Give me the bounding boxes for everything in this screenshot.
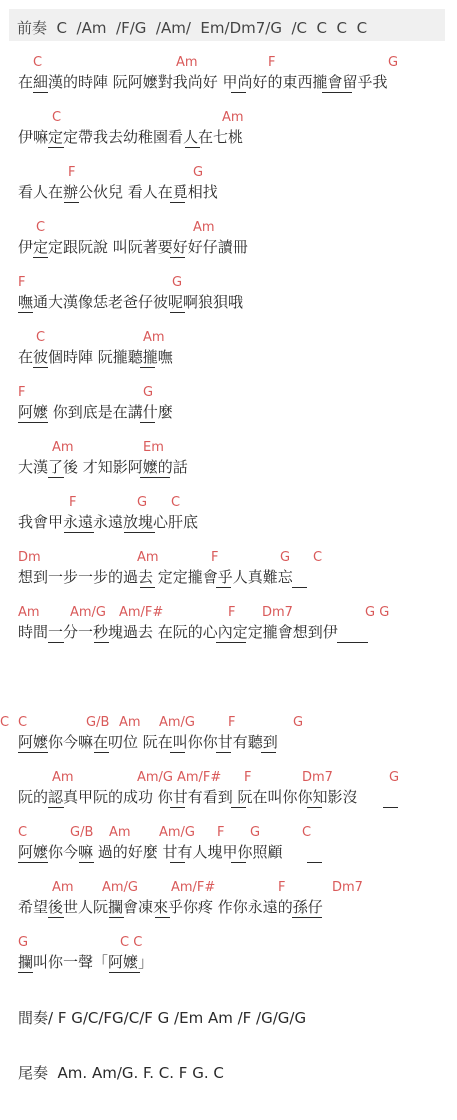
emphasis-underline — [109, 917, 124, 918]
chord-label: Am — [52, 880, 74, 895]
chord-label: C — [36, 330, 46, 345]
emphasis-underline — [18, 312, 33, 313]
chord-label: Am/F# — [171, 880, 216, 895]
chord-label: Am — [137, 550, 159, 565]
emphasis-underline — [48, 917, 63, 918]
outro-line: 尾奏 Am. Am/G. F. C. F G. C — [18, 1064, 224, 1082]
emphasis-underline — [307, 862, 322, 863]
lyric-line: 在細漢的時陣 阮阿嬤對我尚好 甲尚好的東西攏會留乎我 — [18, 73, 388, 91]
lyric-line: 阿嬤你今嘛 過的好麼 甘有人塊甲你照顧 — [18, 843, 283, 861]
emphasis-underline — [185, 147, 200, 148]
emphasis-underline — [140, 477, 170, 478]
lyric-line: 阿嬤你今嘛在叨位 阮在叫你你甘有聽到 — [18, 733, 278, 751]
emphasis-underline — [337, 642, 367, 643]
prelude-bar — [9, 9, 445, 41]
chord-label: Am — [176, 55, 198, 70]
emphasis-underline — [18, 752, 48, 753]
chord-label: F — [18, 385, 26, 400]
emphasis-underline — [124, 532, 154, 533]
lyric-line: 時間一分一秒塊過去 在阮的心內定定攏會想到伊 — [18, 623, 338, 641]
emphasis-underline — [79, 862, 94, 863]
chord-label: G/B — [70, 825, 94, 840]
chord-label: G — [18, 935, 29, 950]
lyric-line: 希望後世人阮攔會凍來乎你疼 作你永遠的孫仔 — [18, 898, 323, 916]
chord-label: G/B — [86, 715, 110, 730]
chord-label: F — [18, 275, 26, 290]
emphasis-underline — [18, 972, 33, 973]
lyric-line: 想到一步一步的過去 定定攏會乎人真難忘 — [18, 568, 293, 586]
chord-label: C — [52, 110, 62, 125]
chord-label: Am — [119, 715, 141, 730]
chord-label: F — [217, 825, 225, 840]
lyric-line: 攔叫你一聲「阿嬤」 — [18, 953, 154, 971]
emphasis-underline — [140, 367, 155, 368]
lyric-line: 看人在辦公伙兒 看人在覓相找 — [18, 183, 218, 201]
chord-label: Em — [143, 440, 164, 455]
lyric-line: 我會甲永遠永遠放塊心肝底 — [18, 513, 199, 531]
chord-label: Dm — [18, 550, 41, 565]
emphasis-underline — [170, 807, 185, 808]
chord-label: Am — [52, 440, 74, 455]
emphasis-underline — [170, 752, 185, 753]
chord-label: Am/G — [70, 605, 107, 620]
chord-label: C — [18, 715, 28, 730]
chord-label: F — [244, 770, 252, 785]
chord-label: C — [18, 825, 28, 840]
lyric-line: 在彼個時陣 阮攏聽攏嘸 — [18, 348, 173, 366]
emphasis-underline — [337, 92, 352, 93]
emphasis-underline — [94, 752, 109, 753]
emphasis-underline — [170, 202, 185, 203]
emphasis-underline — [33, 367, 48, 368]
chord-label: Dm7 — [302, 770, 333, 785]
chord-label: C — [302, 825, 312, 840]
emphasis-underline — [48, 807, 63, 808]
lyric-line: 阿嬤 你到底是在講什麼 — [18, 403, 173, 421]
chord-label: Am/G — [159, 715, 196, 730]
chord-label: F — [211, 550, 219, 565]
chord-label: F — [69, 495, 77, 510]
chord-label: F — [268, 55, 276, 70]
chord-label: Am — [222, 110, 244, 125]
interlude-line: 間奏/ F G/C/FG/C/F G /Em Am /F /G/G/G — [18, 1009, 307, 1027]
chord-label: C — [36, 220, 46, 235]
chord-label: Am/G — [159, 825, 196, 840]
emphasis-underline — [64, 202, 79, 203]
emphasis-underline — [18, 422, 48, 423]
chord-label: G — [280, 550, 291, 565]
chord-label: C — [33, 55, 43, 70]
emphasis-underline — [383, 807, 398, 808]
lyric-line: 嘸通大漢像恁老爸仔彼呢啊狼狽哦 — [18, 293, 244, 311]
chord-label: G — [193, 165, 204, 180]
chord-label: F — [278, 880, 286, 895]
emphasis-underline — [48, 642, 63, 643]
chord-label: G — [143, 385, 154, 400]
chord-label: C C — [120, 935, 143, 950]
emphasis-underline — [109, 972, 139, 973]
emphasis-underline — [216, 587, 231, 588]
chord-label: C — [0, 715, 10, 730]
lyric-line: 伊嘛定定帶我去幼稚園看人在七桃 — [18, 128, 244, 146]
prelude-text: 前奏 C /Am /F/G /Am/ Em/Dm7/G /C C C C — [17, 19, 368, 37]
chord-label: Am — [193, 220, 215, 235]
chord-label: Am/G — [137, 770, 174, 785]
chord-label: G — [293, 715, 304, 730]
chord-label: G — [137, 495, 148, 510]
emphasis-underline — [292, 587, 307, 588]
emphasis-underline — [140, 587, 155, 588]
chord-label: Am/F# — [177, 770, 222, 785]
emphasis-underline — [170, 312, 185, 313]
chord-label: G G — [365, 605, 390, 620]
chord-label: F — [228, 715, 236, 730]
emphasis-underline — [64, 532, 94, 533]
emphasis-underline — [231, 862, 246, 863]
emphasis-underline — [33, 92, 48, 93]
chord-label: C — [171, 495, 181, 510]
chord-label: G — [389, 770, 400, 785]
chord-label: Am — [109, 825, 131, 840]
emphasis-underline — [33, 257, 48, 258]
emphasis-underline — [140, 422, 155, 423]
emphasis-underline — [231, 807, 246, 808]
emphasis-underline — [155, 917, 170, 918]
chord-label: F — [228, 605, 236, 620]
chord-label: Dm7 — [262, 605, 293, 620]
lyric-line: 大漢了後 才知影阿嬤的話 — [18, 458, 188, 476]
emphasis-underline — [292, 917, 322, 918]
emphasis-underline — [216, 752, 231, 753]
chord-label: Am — [143, 330, 165, 345]
emphasis-underline — [231, 92, 246, 93]
chord-label: Am/F# — [119, 605, 164, 620]
emphasis-underline — [48, 147, 63, 148]
emphasis-underline — [216, 642, 231, 643]
chord-label: F — [68, 165, 76, 180]
emphasis-underline — [170, 862, 185, 863]
chord-label: C — [313, 550, 323, 565]
emphasis-underline — [261, 752, 276, 753]
emphasis-underline — [231, 642, 246, 643]
emphasis-underline — [322, 92, 337, 93]
chord-label: G — [388, 55, 399, 70]
emphasis-underline — [94, 642, 109, 643]
emphasis-underline — [18, 862, 48, 863]
lyric-line: 阮的認真甲阮的成功 你甘有看到 阮在叫你你知影沒 — [18, 788, 358, 806]
emphasis-underline — [170, 257, 185, 258]
chord-label: Am/G — [102, 880, 139, 895]
chord-label: G — [250, 825, 261, 840]
chord-label: Dm7 — [332, 880, 363, 895]
emphasis-underline — [48, 477, 63, 478]
emphasis-underline — [307, 807, 322, 808]
lyric-line: 伊定定跟阮說 叫阮著要好好仔讀冊 — [18, 238, 248, 256]
chord-label: Am — [18, 605, 40, 620]
chord-label: Am — [52, 770, 74, 785]
chord-label: G — [172, 275, 183, 290]
